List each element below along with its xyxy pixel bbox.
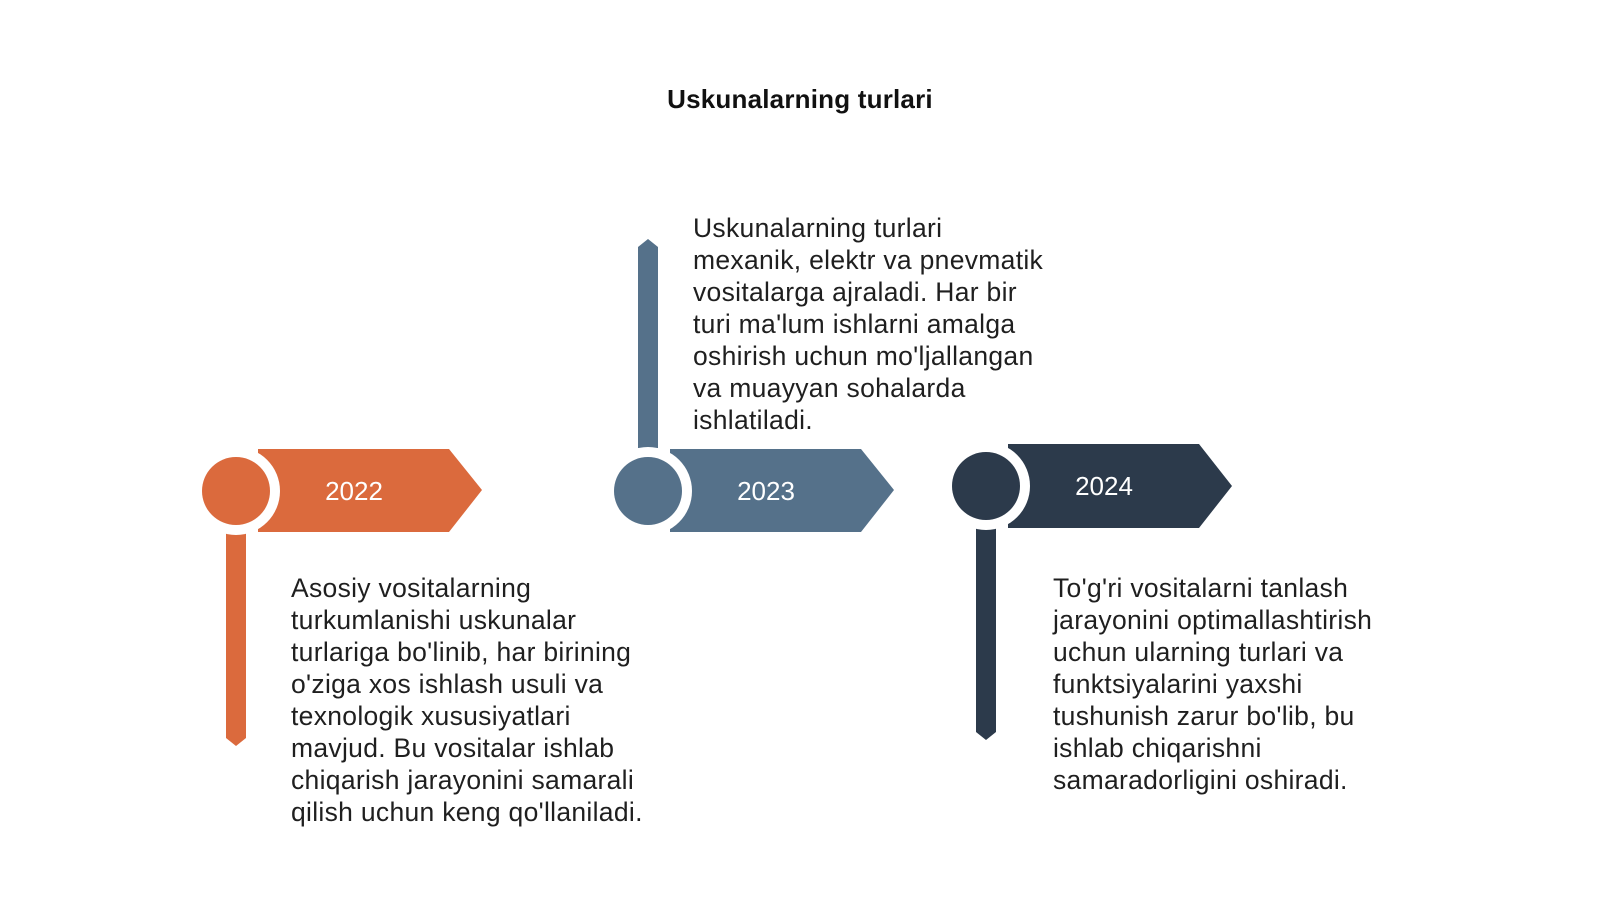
milestone-2023-description: Uskunalarning turlari mexanik, elektr va pnevmatik vositalarga ajraladi. Har bir turi ma'lum ishlarni amalga oshirish uchun mo'ljallangan va muayyan sohalarda ishlatiladi. (693, 213, 1044, 435)
milestone-2024-year-label: 2024 (1075, 471, 1133, 501)
milestone-2022-year-label: 2022 (325, 476, 383, 506)
milestone-2024-description: To'g'ri vositalarni tanlash jarayonini optimallashtirish uchun ularning turlari va funktsiyalarini yaxshi tushunish zarur bo'lib, bu ishlab chiqarishni samaradorligini oshiradi. (1053, 573, 1373, 795)
milestone-2022-dot (202, 457, 270, 525)
milestone-2024-dot (952, 452, 1020, 520)
milestone-2023-connector (638, 239, 658, 448)
milestone-2022-description: Asosiy vositalarning turkumlanishi uskunalar turlariga bo'linib, har birining o'ziga xos ishlash usuli va texnologik xususiyatlari mavjud. Bu vositalar ishlab chiqarish jarayonini samarali qilish uchun keng qo'llaniladi. (291, 573, 643, 827)
milestone-2023-dot (614, 457, 682, 525)
milestone-2023-year-label: 2023 (737, 476, 795, 506)
milestone-2022-connector (226, 532, 246, 746)
diagram-title: Uskunalarning turlari (667, 84, 933, 114)
milestone-2024-connector (976, 528, 996, 740)
